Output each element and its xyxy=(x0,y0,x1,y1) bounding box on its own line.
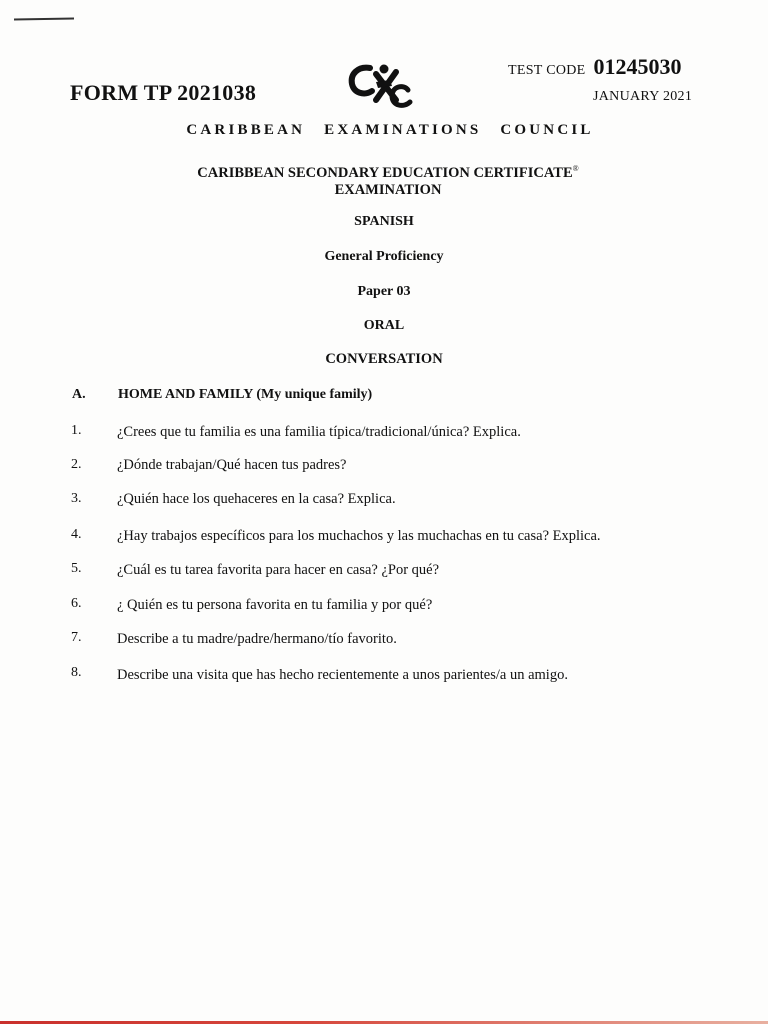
question-text: ¿Cuál es tu tarea favorita para hacer en casa? ¿Por qué? xyxy=(117,562,440,578)
question-text: ¿Quién hace los quehaceres en la casa? Explica. xyxy=(117,491,396,507)
question-text: ¿ Quién es tu persona favorita en tu familia y por qué? xyxy=(117,597,433,613)
section-letter: A. xyxy=(72,387,86,402)
test-code-label: TEST CODE xyxy=(508,63,586,78)
section-title: HOME AND FAMILY (My unique family) xyxy=(118,387,373,402)
question-number: 7. xyxy=(71,630,82,645)
paper-number: Paper 03 xyxy=(357,284,411,299)
subject-title: SPANISH xyxy=(354,214,414,229)
question-number: 1. xyxy=(71,423,82,438)
question-number: 3. xyxy=(71,491,82,506)
question-number: 5. xyxy=(71,561,82,576)
form-code: FORM TP 2021038 xyxy=(70,80,257,105)
certificate-title-line2: EXAMINATION xyxy=(334,181,442,198)
margin-pen-mark xyxy=(14,17,74,20)
question-number: 4. xyxy=(71,527,82,542)
cxc-logo xyxy=(346,60,416,110)
question-number: 2. xyxy=(71,457,82,472)
registered-mark: ® xyxy=(572,164,579,173)
part-title: CONVERSATION xyxy=(325,351,443,367)
test-code xyxy=(508,54,682,80)
question-number: 6. xyxy=(71,596,82,611)
council-name: CARIBBEAN EXAMINATIONS COUNCIL xyxy=(186,122,594,138)
question-text: ¿Dónde trabajan/Qué hacen tus padres? xyxy=(117,457,347,473)
question-text: ¿Hay trabajos específicos para los muchachos y las muchachas en tu casa? Explica. xyxy=(117,528,601,544)
question-number: 8. xyxy=(71,665,82,680)
question-text: Describe una visita que has hecho recientemente a unos parientes/a un amigo. xyxy=(117,667,568,683)
proficiency-level: General Proficiency xyxy=(324,249,444,264)
question-text: Describe a tu madre/padre/hermano/tío favorito. xyxy=(117,631,397,647)
component-title: ORAL xyxy=(363,318,405,333)
question-text: ¿Crees que tu familia es una familia típica/tradicional/única? Explica. xyxy=(117,424,521,440)
exam-date: JANUARY 2021 xyxy=(593,89,693,104)
certificate-title-line1: CARIBBEAN SECONDARY EDUCATION CERTIFICATE xyxy=(197,164,573,181)
test-code-number: 01245030 xyxy=(593,54,682,79)
certificate-title xyxy=(4,160,768,199)
